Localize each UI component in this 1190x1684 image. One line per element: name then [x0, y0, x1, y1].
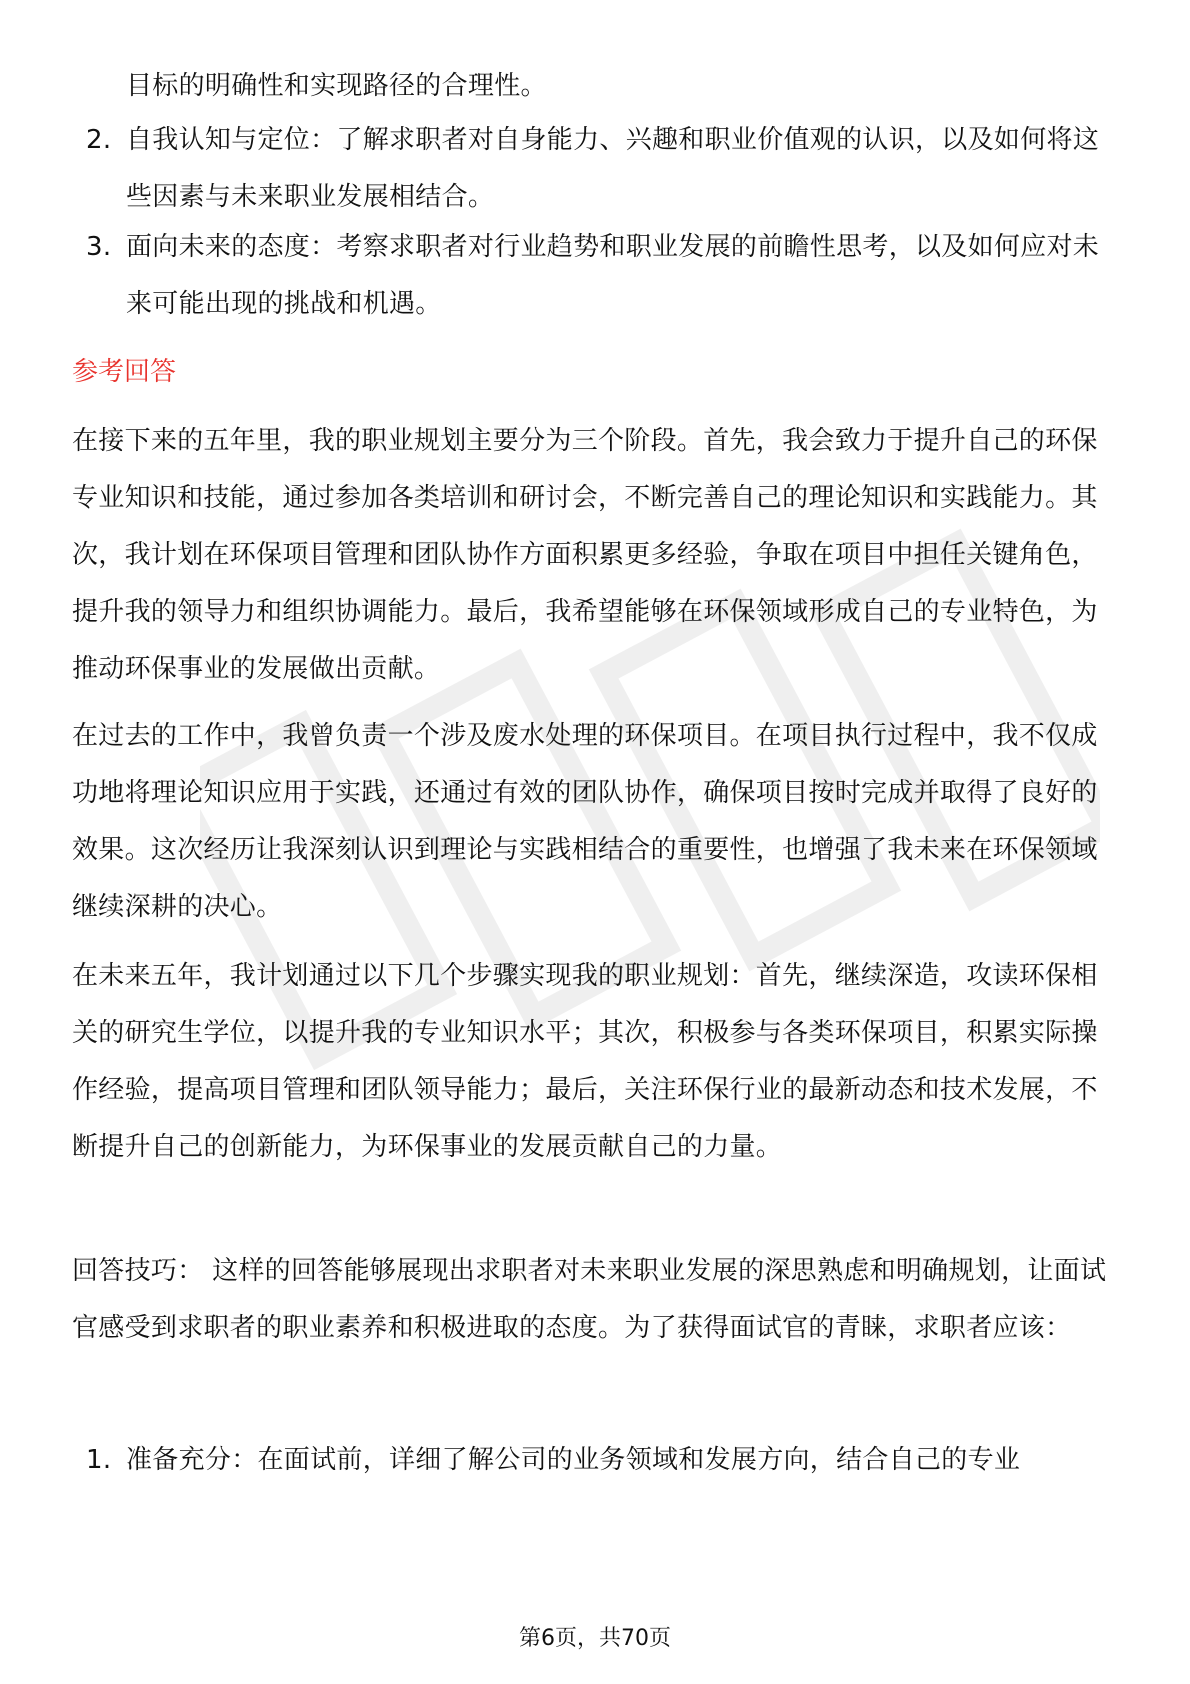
reference-answer-heading: 参考回答 [72, 357, 177, 387]
list-item-number: 3. [86, 232, 112, 262]
paragraph: 在过去的工作中，我曾负责一个涉及废水处理的环保项目。在项目执行过程中，我不仅成功地将理论知识应用于实践，还通过有效的团队协作，确保项目按时完成并取得了良好的效果。这次经历让我深刻认识到理论与实践相结合的重要性，也增强了我未来在环保领域继续深耕的决心。 [72, 721, 1098, 922]
page-footer: 第6页，共70页 [519, 1626, 671, 1651]
answer-tips-paragraph: 回答技巧： 这样的回答能够展现出求职者对未来职业发展的深思熟虑和明确规划，让面试官感受到求职者的职业素养和积极进取的态度。为了获得面试官的青睐，求职者应该： [72, 1256, 1107, 1343]
list-item-text: 面向未来的态度：考察求职者对行业趋势和职业发展的前瞻性思考，以及如何应对未来可能出现的挑战和机遇。 [126, 232, 1100, 319]
list-item-text: 准备充分：在面试前，详细了解公司的业务领域和发展方向，结合自己的专业 [126, 1445, 1021, 1475]
paragraph: 在接下来的五年里，我的职业规划主要分为三个阶段。首先，我会致力于提升自己的环保专业知识和技能，通过参加各类培训和研讨会，不断完善自己的理论知识和实践能力。其次，我计划在环保项目管理和团队协作方面积累更多经验，争取在项目中担任关键角色，提升我的领导力和组织协调能力。最后，我希望能够在环保领域形成自己的专业特色，为推动环保事业的发展做出贡献。 [72, 426, 1098, 684]
list-item-number: 1. [86, 1445, 112, 1475]
list-item-number: 2. [86, 125, 112, 155]
list-item-1-continuation: 目标的明确性和实现路径的合理性。 [126, 71, 547, 101]
list-item-text: 自我认知与定位：了解求职者对自身能力、兴趣和职业价值观的认识，以及如何将这些因素与未来职业发展相结合。 [126, 125, 1100, 212]
paragraph: 在未来五年，我计划通过以下几个步骤实现我的职业规划：首先，继续深造，攻读环保相关的研究生学位，以提升我的专业知识水平；其次，积极参与各类环保项目，积累实际操作经验，提高项目管理和团队领导能力；最后，关注环保行业的最新动态和技术发展，不断提升自己的创新能力，为环保事业的发展贡献自己的力量。 [72, 961, 1098, 1162]
